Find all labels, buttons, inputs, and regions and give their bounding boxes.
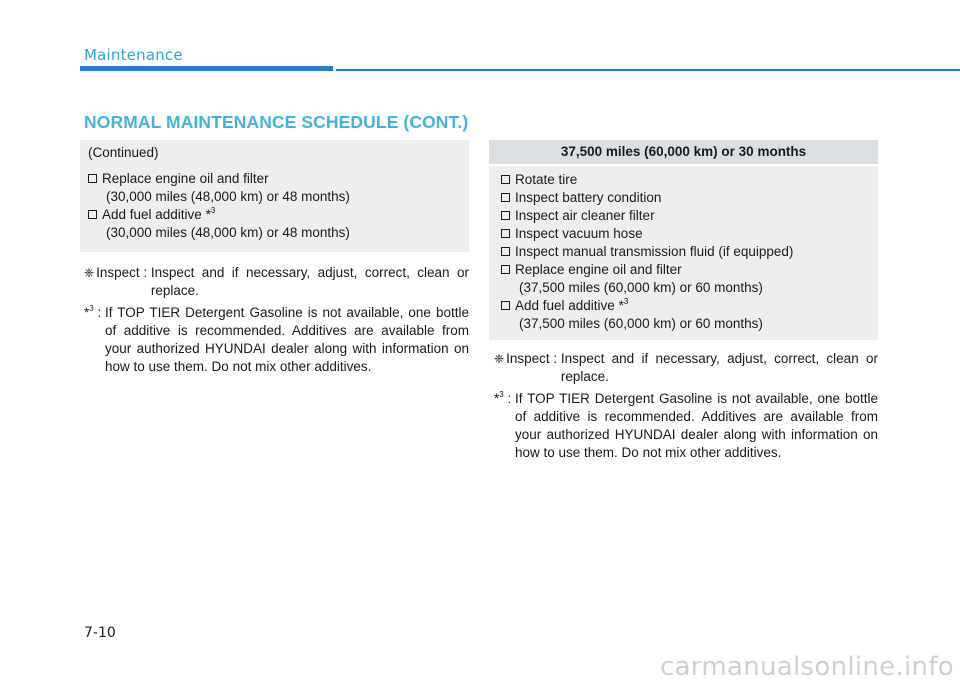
header-rule-thick (80, 66, 333, 71)
checklist-item: Inspect battery condition (501, 189, 870, 207)
right-schedule-heading: 37,500 miles (60,000 km) or 30 months (489, 140, 878, 164)
checklist-item-interval: (30,000 miles (48,000 km) or 48 months) (106, 225, 350, 240)
left-notes (84, 264, 469, 376)
checkbox-icon (501, 229, 510, 238)
checklist-item-interval: (37,500 miles (60,000 km) or 60 months) (519, 316, 763, 331)
checklist-item: Add fuel additive *$^3$ (501, 297, 870, 315)
checklist-item: Add fuel additive *$^3$ (88, 206, 461, 224)
footnote: *$^3$ : If TOP TIER Detergent Gasoline is not available, one bottle of additive is recommended. Additives are available from your authorized HYUNDAI dealer along with information on how to use them. Do not mix other additives. (84, 304, 469, 374)
checklist-item-interval: (37,500 miles (60,000 km) or 60 months) (519, 280, 763, 295)
inspect-note: ❈ Inspect : Inspect and if necessary, adjust, correct, clean or replace. (84, 265, 469, 298)
footnote: *$^3$ : If TOP TIER Detergent Gasoline is not available, one bottle of additive is recommended. Additives are available from your authorized HYUNDAI dealer along with information on how to use them. Do not mix other additives. (494, 390, 878, 460)
checklist-item-interval: (30,000 miles (48,000 km) or 48 months) (106, 189, 350, 204)
section-label: Maintenance (84, 46, 183, 64)
checkbox-icon (501, 193, 510, 202)
watermark: carmanualsonline.info (659, 652, 954, 682)
checkbox-icon (501, 301, 510, 310)
right-notes (494, 350, 878, 462)
snowflake-icon: ❈ (84, 266, 95, 280)
checkbox-icon (88, 210, 97, 219)
left-schedule-box (80, 140, 469, 252)
checklist-item: Inspect vacuum hose (501, 225, 870, 243)
checklist-item: Replace engine oil and filter (501, 261, 870, 279)
inspect-note: ❈ Inspect : Inspect and if necessary, adjust, correct, clean or replace. (494, 351, 878, 384)
checkbox-icon (501, 247, 510, 256)
page-title: NORMAL MAINTENANCE SCHEDULE (CONT.) (84, 112, 469, 132)
continued-label: (Continued) (88, 145, 159, 160)
checklist-item: Rotate tire (501, 171, 870, 189)
checklist-item: Replace engine oil and filter (88, 170, 461, 188)
header-rule-thin (336, 69, 960, 71)
checkbox-icon (501, 265, 510, 274)
page-number: 7-10 (84, 625, 116, 641)
checklist-item: Inspect manual transmission fluid (if equipped) (501, 243, 870, 261)
snowflake-icon: ❈ (494, 352, 505, 366)
checkbox-icon (501, 175, 510, 184)
checkbox-icon (88, 174, 97, 183)
right-schedule-box (489, 166, 878, 340)
checklist-item: Inspect air cleaner filter (501, 207, 870, 225)
checkbox-icon (501, 211, 510, 220)
